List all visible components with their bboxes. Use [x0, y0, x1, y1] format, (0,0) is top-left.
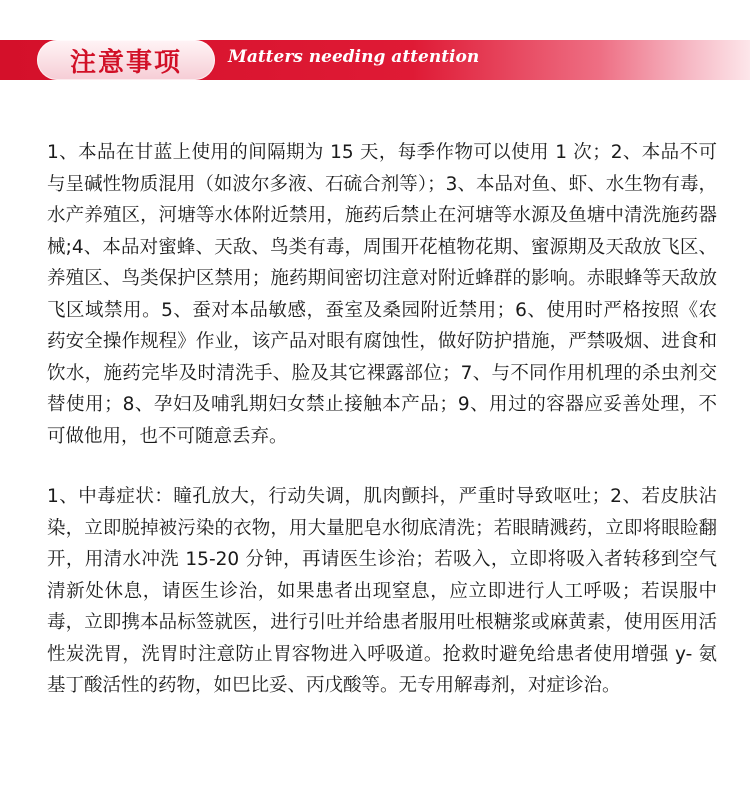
precautions-paragraph: 1、本品在甘蓝上使用的间隔期为 15 天，每季作物可以使用 1 次；2、本品不可与呈碱性物质混用（如波尔多液、石硫合剂等）；3、本品对鱼、虾、水生物有毒，水产养殖区，河塘等水体附近禁用，施药后禁止在河塘等水源及鱼塘中清洗施药器械;4、本品对蜜蜂、天敌、鸟类有毒，周围开花植物花期、蜜源期及天敌放飞区、养殖区、鸟类保护区禁用；施药期间密切注意对附近蜂群的影响。赤眼蜂等天敌放飞区域禁用。5、蚕对本品敏感，蚕室及桑园附近禁用；6、使用时严格按照《农药安全操作规程》作业，该产品对眼有腐蚀性，做好防护措施，严禁吸烟、进食和饮水，施药完毕及时清洗手、脸及其它裸露部位；7、与不同作用机理的杀虫剂交替使用；8、孕妇及哺乳期妇女禁止接触本产品；9、用过的容器应妥善处理，不可做他用，也不可随意丢弃。 [47, 142, 717, 447]
section-title: 注意事项 [69, 47, 182, 78]
content-body [47, 137, 717, 731]
poisoning-first-aid-paragraph: 1、中毒症状：瞳孔放大，行动失调，肌肉颤抖，严重时导致呕吐；2、若皮肤沾染，立即脱掉被污染的衣物，用大量肥皂水彻底清洗；若眼睛溅药，立即将眼睑翻开，用清水冲洗 15-20 分钟，再请医生诊治；若吸入，立即将吸入者转移到空气清新处休息，请医生诊治，如果患者出现窒息，应立即进行人工呼吸；若误服中毒，立即携本品标签就医，进行引吐并给患者服用吐根糖浆或麻黄素，使用医用活性炭洗胃，洗胃时注意防止胃容物进入呼吸道。抢救时避免给患者使用增强 y- 氨基丁酸活性的药物，如巴比妥、丙戊酸等。无专用解毒剂，对症诊治。 [47, 486, 717, 696]
section-subtitle: Matters needing attention [228, 47, 480, 67]
title-badge [37, 40, 215, 80]
